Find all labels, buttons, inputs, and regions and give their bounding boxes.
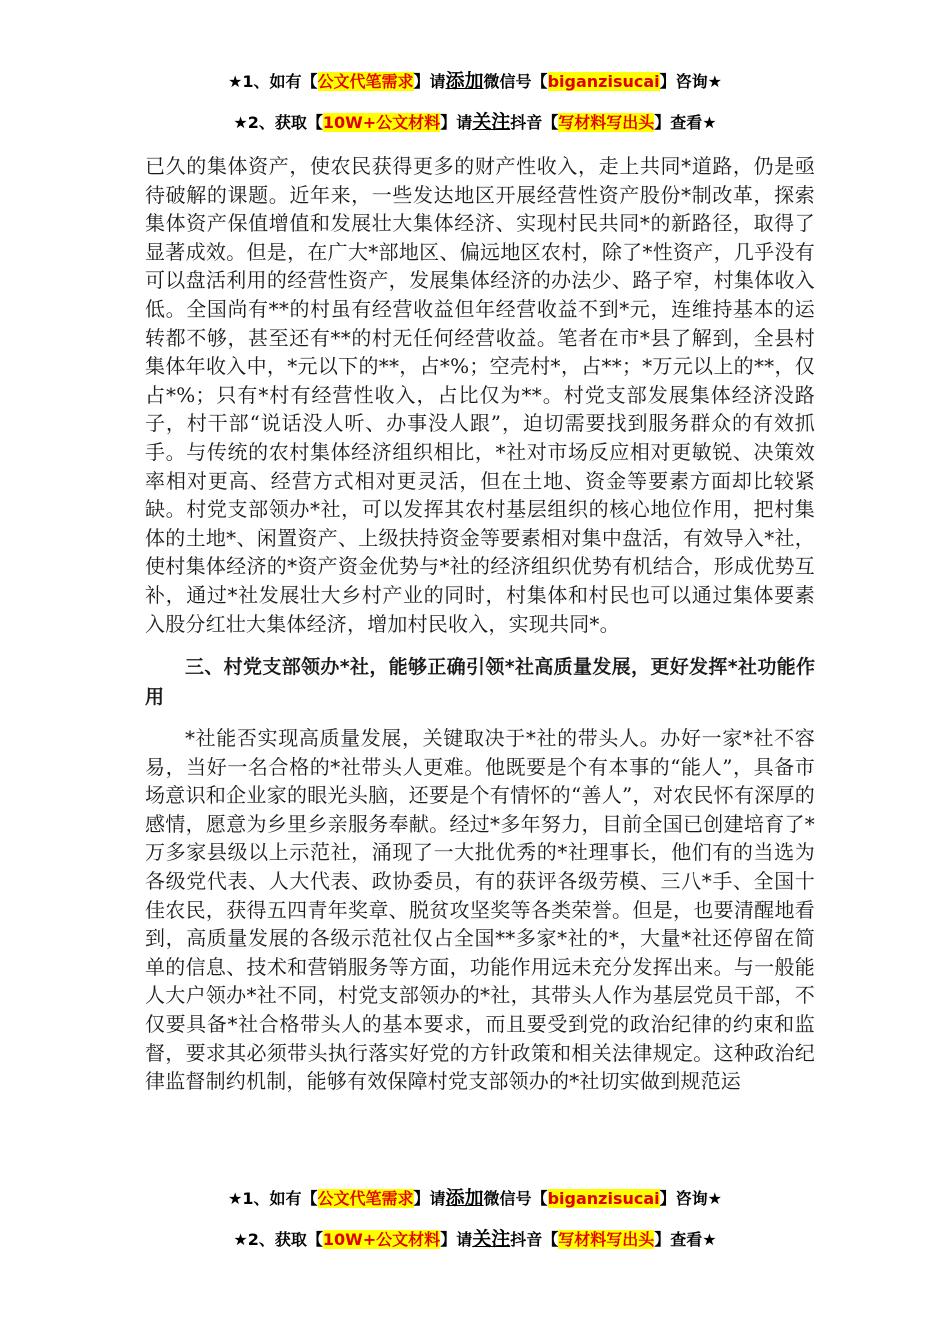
banner-highlight-douyin: 写材料写出头	[558, 1230, 655, 1249]
banner-text: ★2、获取【	[233, 113, 323, 132]
banner-underline-add: 添加	[445, 1187, 484, 1209]
footer-banner-line2	[0, 1228, 950, 1251]
footer-banner-line1	[0, 1187, 950, 1210]
banner-text: 微信号【	[483, 1189, 548, 1208]
banner-highlight-service: 公文代笔需求	[317, 1189, 414, 1208]
banner-text: 微信号【	[483, 72, 548, 91]
banner-text: 】查看★	[654, 113, 717, 132]
banner-text: 】查看★	[654, 1230, 717, 1249]
banner-underline-add: 添加	[445, 70, 484, 92]
header-banner-line2	[0, 111, 950, 134]
body-paragraph-continued: 已久的集体资产，使农民获得更多的财产性收入，走上共同*道路，仍是亟待破解的课题。近年来，一些发达地区开展经营性资产股份*制改革，探索集体资产保值增值和发展壮大集体经济、实现村民共同*的新路径，取得了显著成效。但是，在广大*部地区、偏远地区农村，除了*性资产，几乎没有可以盘活利用的经营性资产，发展集体经济的办法少、路子窄，村集体收入低。全国尚有**的村虽有经营收益但年经营收益不到*元，连维持基本的运转都不够，甚至还有**的村无任何经营收益。笔者在市*县了解到，全县村集体年收入中，*元以下的**，占*%；空壳村*，占**；*万元以上的**，仅占*%；只有*村有经营性收入，占比仅为**。村党支部发展集体经济没路子，村干部“说话没人听、办事没人跟”，迫切需要找到服务群众的有效抓手。与传统的农村集体经济组织相比，*社对市场反应相对更敏锐、决策效率相对更高、经营方式相对更灵活，但在土地、资金等要素方面却比较紧缺。村党支部领办*社，可以发挥其农村基层组织的核心地位作用，把村集体的土地*、闲置资产、上级扶持资金等要素相对集中盘活，有效导入*社，使村集体经济的*资产资金优势与*社的经济组织优势有机结合，形成优势互补，通过*社发展壮大乡村产业的同时，村集体和村民也可以通过集体要素入股分红壮大集体经济，增加村民收入，实现共同*。	[145, 154, 815, 636]
banner-text: ★1、如有【	[228, 72, 318, 91]
banner-underline-follow: 关注	[472, 111, 511, 133]
banner-text: 】请	[413, 1189, 446, 1208]
banner-text: ★1、如有【	[228, 1189, 318, 1208]
banner-highlight-materials: 10W+公文材料	[322, 1230, 441, 1249]
banner-text: 抖音【	[510, 1230, 559, 1249]
section-heading-3: 三、村党支部领办*社，能够正确引领*社高质量发展，更好发挥*社功能作用	[145, 656, 815, 709]
body-paragraph: *社能否实现高质量发展，关键取决于*社的带头人。办好一家*社不容易，当好一名合格的*社带头人更难。他既要是个有本事的“能人”，具备市场意识和企业家的眼光头脑，还要是个有情怀的“善人”，对农民怀有深厚的感情，愿意为乡里乡亲服务奉献。经过*多年努力，目前全国已创建培育了*万多家县级以上示范社，涌现了一大批优秀的*社理事长，他们有的当选为各级党代表、人大代表、政协委员，有的获评各级劳模、三八*手、全国十佳农民，获得五四青年奖章、脱贫攻坚奖等各类荣誉。但是，也要清醒地看到，高质量发展的各级示范社仅占全国**多家*社的*，大量*社还停留在简单的信息、技术和营销服务等方面，功能作用远未充分发挥出来。与一般能人大户领办*社不同，村党支部领办的*社，其带头人作为基层党员干部，不仅要具备*社合格带头人的基本要求，而且要受到党的政治纪律的约束和监督，要求其必须带头执行落实好党的方针政策和相关法律规定。这种政治纪律监督制约机制，能够有效保障村党支部领办的*社切实做到规范运	[145, 726, 815, 1094]
document-body	[145, 152, 815, 1096]
header-banner-line1	[0, 70, 950, 93]
banner-highlight-douyin: 写材料写出头	[558, 113, 655, 132]
banner-highlight-wechat-id: biganzisucai	[547, 72, 660, 91]
banner-text: 】请	[440, 1230, 473, 1249]
banner-underline-follow: 关注	[472, 1228, 511, 1250]
banner-highlight-wechat-id: biganzisucai	[547, 1189, 660, 1208]
banner-highlight-service: 公文代笔需求	[317, 72, 414, 91]
banner-text: 】请	[440, 113, 473, 132]
banner-highlight-materials: 10W+公文材料	[322, 113, 441, 132]
banner-text: ★2、获取【	[233, 1230, 323, 1249]
banner-text: 】咨询★	[659, 72, 722, 91]
banner-text: 抖音【	[510, 113, 559, 132]
banner-text: 】咨询★	[659, 1189, 722, 1208]
banner-text: 】请	[413, 72, 446, 91]
